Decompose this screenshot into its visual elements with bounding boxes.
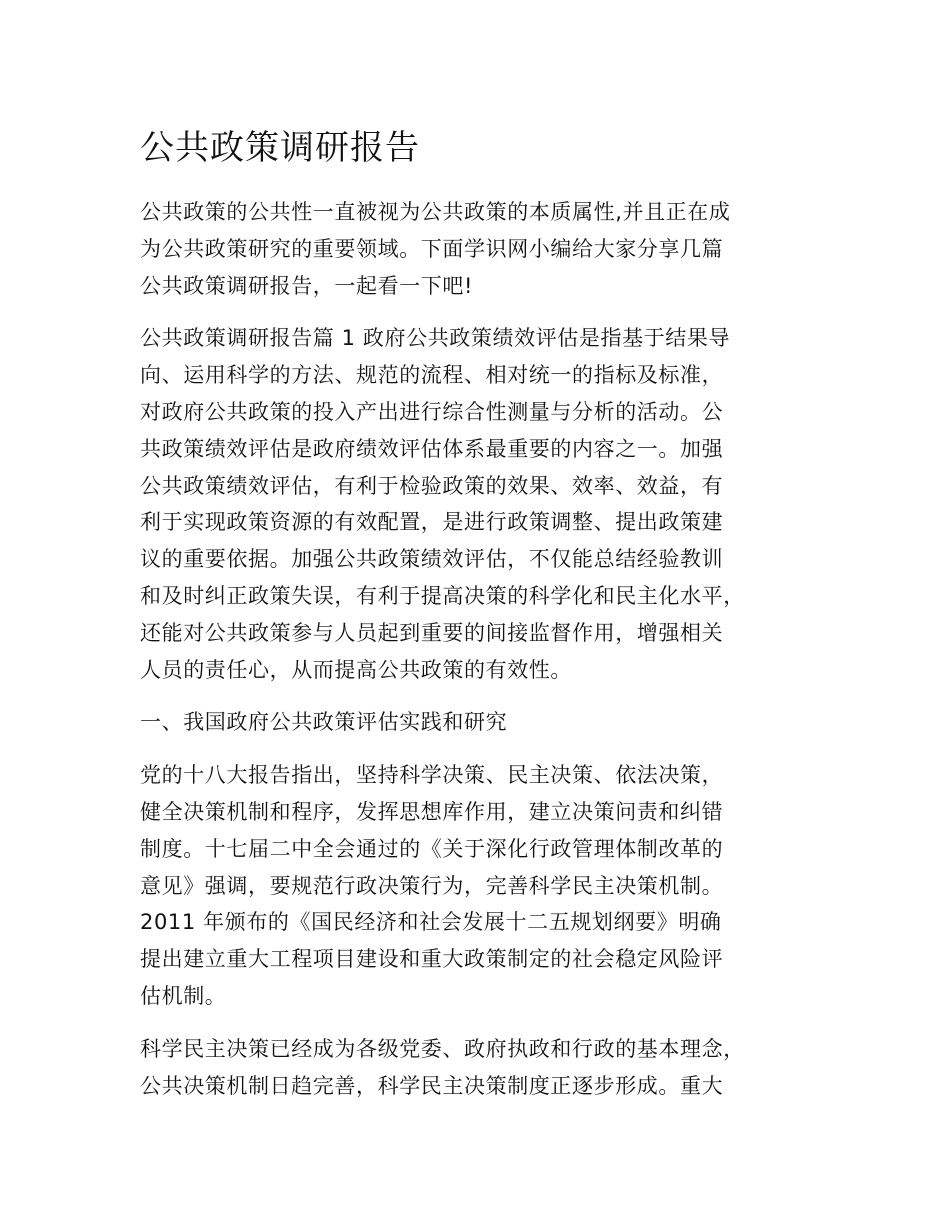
- text-line: 为公共政策研究的重要领域。下面学识网小编给大家分享几篇: [140, 236, 724, 261]
- text-line: 科学民主决策已经成为各级党委、政府执政和行政的基本理念，: [140, 1036, 745, 1061]
- section-heading: 一、我国政府公共政策评估实践和研究: [140, 710, 508, 735]
- text-line: 和及时纠正政策失误，有利于提高决策的科学化和民主化水平，: [140, 583, 745, 608]
- document-title: 公共政策调研报告: [140, 128, 420, 168]
- text-line: 还能对公共政策参与人员起到重要的间接监督作用，增强相关: [140, 620, 724, 645]
- text-line: 议的重要依据。加强公共政策绩效评估，不仅能总结经验教训: [140, 547, 724, 572]
- document-page: [140, 124, 830, 1120]
- text-line: 提出建立重大工程项目建设和重大政策制定的社会稳定风险评: [140, 947, 724, 972]
- text-line: 人员的责任心，从而提高公共政策的有效性。: [140, 657, 572, 682]
- text-line: 健全决策机制和程序，发挥思想库作用，建立决策问责和纠错: [140, 799, 724, 824]
- text-line: 公共政策调研报告，一起看一下吧!: [140, 273, 474, 298]
- report-paragraph-1: [140, 320, 830, 688]
- text-line: 利于实现政策资源的有效配置，是进行政策调整、提出政策建: [140, 510, 724, 535]
- text-line: 共政策绩效评估是政府绩效评估体系最重要的内容之一。加强: [140, 436, 724, 461]
- text-line: 党的十八大报告指出，坚持科学决策、民主决策、依法决策，: [140, 763, 724, 788]
- text-line: 制度。十七届二中全会通过的《关于深化行政管理体制改革的: [140, 836, 724, 861]
- section-paragraph-1: [140, 757, 830, 1015]
- text-line: 意见》强调，要规范行政决策行为，完善科学民主决策机制。: [140, 873, 724, 898]
- text-line: 公共政策的公共性一直被视为公共政策的本质属性,并且正在成: [140, 200, 731, 224]
- text-line: 公共决策机制日趋完善，科学民主决策制度正逐步形成。重大: [140, 1073, 724, 1098]
- section-paragraph-2: [140, 1031, 830, 1105]
- text-line: 对政府公共政策的投入产出进行综合性测量与分析的活动。公: [140, 399, 724, 424]
- text-line: 公共政策绩效评估，有利于检验政策的效果、效率、效益，有: [140, 473, 724, 498]
- text-line: 2011 年颁布的《国民经济和社会发展十二五规划纲要》明确: [140, 910, 722, 935]
- intro-paragraph: [140, 194, 830, 304]
- text-line: 估机制。: [140, 983, 227, 1008]
- text-line: 向、运用科学的方法、规范的流程、相对统一的指标及标准，: [140, 363, 724, 388]
- text-line: 公共政策调研报告篇 1 政府公共政策绩效评估是指基于结果导: [140, 326, 731, 351]
